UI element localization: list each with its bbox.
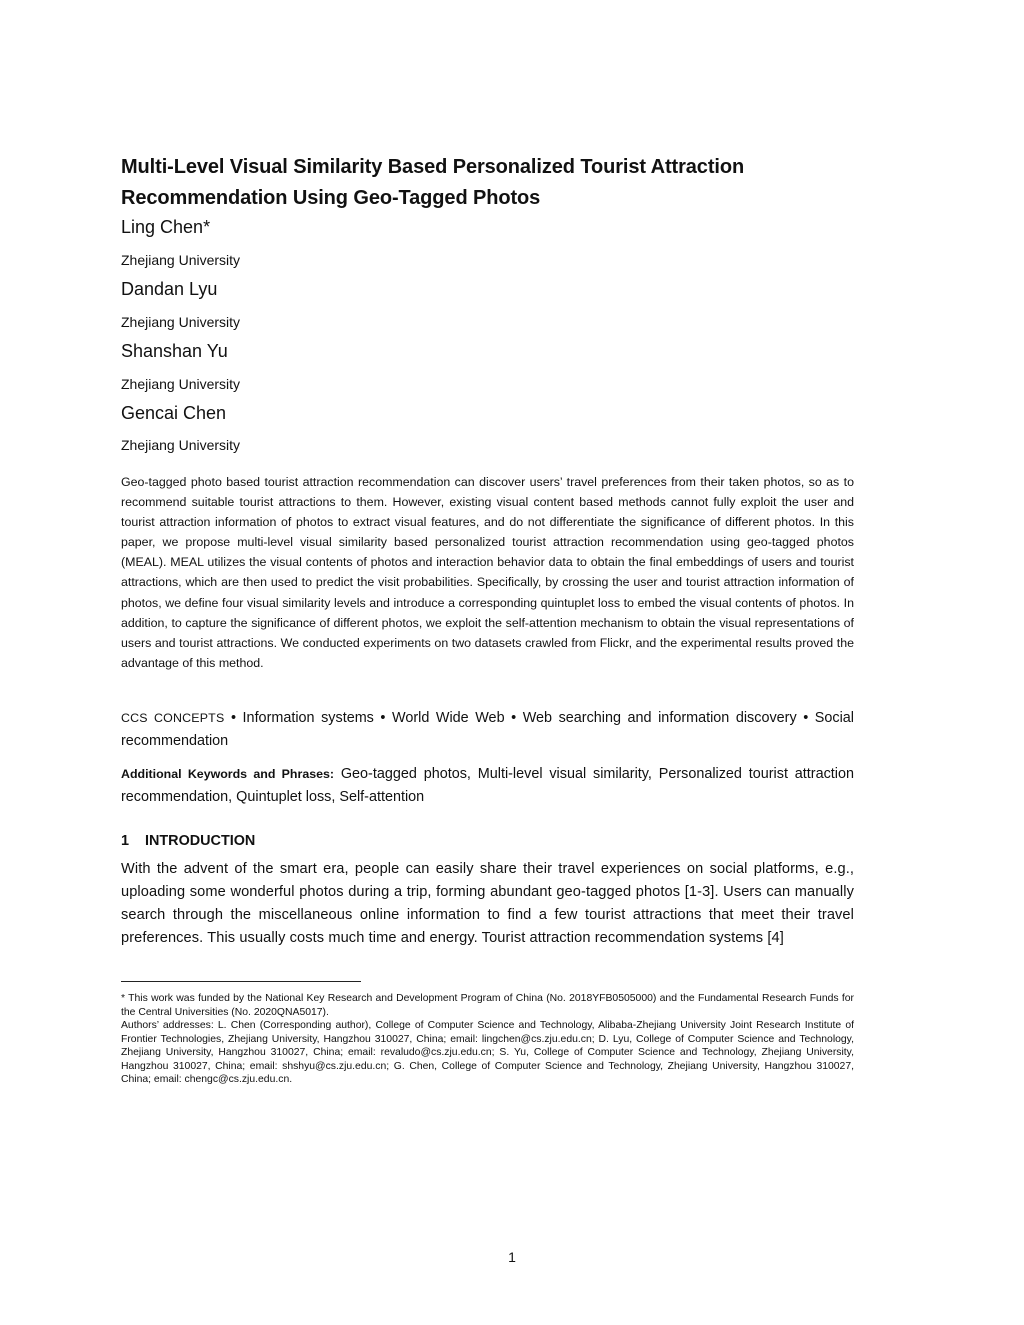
page-number: 1 — [508, 1249, 516, 1265]
author-name: Gencai Chen — [121, 403, 227, 423]
author-affiliation: Zhejiang University — [121, 314, 241, 330]
section-title: INTRODUCTION — [145, 833, 256, 849]
author-affiliation: Zhejiang University — [121, 376, 241, 392]
footnotes — [121, 992, 854, 1087]
footnote-divider — [121, 981, 361, 982]
ccs-concepts — [121, 707, 854, 752]
intro-paragraph: With the advent of the smart era, people can easily share their travel experiences on social platforms, e.g., uploading some wonderful photos during a trip, forming abundant geo-tagged photos [1-3]. Users can manually search through the miscellaneous online information to find a few tourist attractions that meet their travel preferences. This usually costs much time and energy. Tourist attraction recommendation systems [4] — [121, 861, 854, 946]
keywords — [121, 763, 854, 808]
ccs-text: • Information systems • World Wide Web • Web searching and information discovery • Social recommendation — [121, 710, 854, 749]
abstract: Geo-tagged photo based tourist attraction recommendation can discover users’ travel preferences from their taken photos, so as to recommend suitable tourist attractions to them. However, existing visual content based methods cannot fully exploit the user and tourist attraction information of photos to extract visual features, and do not differentiate the significance of different photos. In this paper, we propose multi-level visual similarity based personalized tourist attraction recommendation using geo-tagged photos (MEAL). MEAL utilizes the visual contents of photos and interaction behavior data to obtain the final embeddings of users and tourist attractions, which are then used to predict the visit probabilities. Specifically, by crossing the user and tourist attraction information of photos, we define four visual similarity levels and introduce a corresponding quintuplet loss to embed the visual contents of photos. In addition, to capture the significance of different photos, we exploit the self-attention mechanism to obtain the visual representations of users and tourist attractions. We conducted experiments on two datasets crawled from Flickr, and the experimental results proved the advantage of this method. — [121, 475, 854, 670]
funding-footnote: * This work was funded by the National Key Research and Development Program of China (No. 2018YFB0505000) and the Fundamental Research Funds for the Central Universities (No. 2020QNA5017). — [121, 993, 854, 1018]
author-name: Shanshan Yu — [121, 341, 228, 361]
author-affiliation: Zhejiang University — [121, 252, 241, 268]
section-heading — [121, 833, 854, 849]
addresses-footnote: Authors’ addresses: L. Chen (Corresponding author), College of Computer Science and Technology, Alibaba-Zhejiang University Joint Research Institute of Frontier Technologies, Zhejiang University, Hangzhou 310027, China; email: lingchen@cs.zju.edu.cn; D. Lyu, College of Computer Science and Technology, Zhejiang University, Hangzhou 310027, China; email: revaludo@cs.zju.edu.cn; S. Yu, College of Computer Science and Technology, Zhejiang University, Hangzhou 310027, China; email: shshyu@cs.zju.edu.cn; G. Chen, College of Computer Science and Technology, Zhejiang University, Hangzhou 310027, China; email: chengc@cs.zju.edu.cn. — [121, 1020, 854, 1085]
keywords-text: Geo-tagged photos, Multi-level visual similarity, Personalized tourist attraction recommendation, Quintuplet loss, Self-attention — [121, 766, 854, 805]
author-name: Dandan Lyu — [121, 279, 218, 299]
section-number: 1 — [121, 833, 130, 849]
paper-title: Multi-Level Visual Similarity Based Personalized Tourist Attraction Recommendation Using Geo-Tagged Photos — [121, 156, 745, 209]
author-name: Ling Chen* — [121, 217, 211, 237]
keywords-label: Additional Keywords and Phrases: — [121, 767, 335, 781]
ccs-label: CCS CONCEPTS — [121, 711, 225, 725]
author-affiliation: Zhejiang University — [121, 437, 241, 453]
